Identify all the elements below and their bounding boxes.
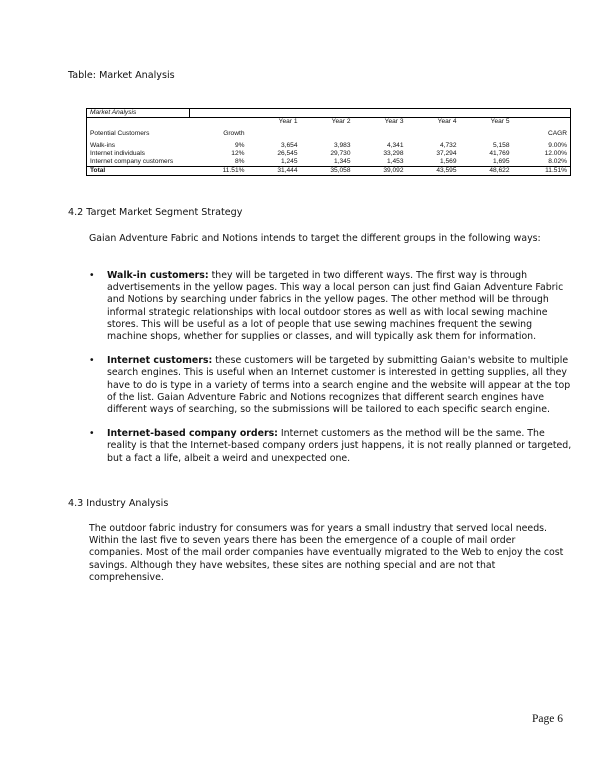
page-number: Page 6	[532, 713, 563, 725]
column-header: Growth	[223, 130, 245, 137]
year-header: Year 2	[331, 118, 351, 125]
bullet-icon: •	[89, 270, 95, 281]
bullet-icon: •	[89, 355, 95, 367]
table-total-row: Total 11.51% 31,444 35,058 39,092 43,595 48,622 11.51%	[87, 167, 571, 176]
section-heading-4-3: 4.3 Industry Analysis	[68, 498, 169, 509]
industry-analysis-text: The outdoor fabric industry for consumers was for years a small industry that served local needs. Within the last five to seven years there has been the emergence of a couple of mail order companies. Most of the mail order companies have eventually migrated to the Web to enjoy the cost savings. Although they have websites, these sites are nothing special and are not that comprehensive.	[89, 523, 564, 583]
table-row: Walk-ins 9% 3,654 3,983 4,341 4,732 5,158 9.00%	[90, 142, 567, 149]
target-strategy-list	[89, 270, 573, 477]
year-header: Year 1	[278, 118, 298, 125]
list-item: • Internet-based company orders: Internet customers as the method will be the same. The reality is that the Internet-based company orders just happens, it is not really planned or targeted, but a fact a life, albeit a weird and unexpected one.	[89, 428, 572, 464]
table-title: Market Analysis	[87, 109, 190, 118]
list-item: • Internet customers: these customers will be targeted by submitting Gaian's website to multiple search engines. This is useful when an Internet customer is interested in getting supplies, all they have to do is type in a variety of terms into a search engine and the website will appear at the top of the list. Gaian Adventure Fabric and Notions recognizes that different search engines have different ways of searching, so the submissions will be tailored to each specific search engine.	[89, 355, 571, 416]
table-column-header-row	[87, 130, 571, 138]
table-title-row	[87, 109, 571, 118]
table-row: Internet individuals 12% 26,545 29,730 33,298 37,294 41,769 12.00%	[90, 150, 567, 157]
list-item: • Walk-in customers: they will be targeted in two different ways. The first way is through advertisements in the yellow pages. This way a local person can just find Gaian Adventure Fabric and Notions by searching under fabrics in the yellow pages. The other method will be through informal strategic relationships with local outdoor stores as well as with local sewing machine stores. This will be useful as a lot of people that use sewing machines frequent the sewing machine shops, whether for supplies or classes, and will typically ask them for information.	[89, 270, 564, 343]
market-analysis-table	[86, 108, 571, 176]
section-intro: Gaian Adventure Fabric and Notions intends to target the different groups in the following ways:	[89, 233, 541, 244]
year-header: Year 3	[384, 118, 404, 125]
year-header: Year 5	[490, 118, 510, 125]
column-header: CAGR	[547, 130, 567, 137]
section-heading-4-2: 4.2 Target Market Segment Strategy	[68, 207, 243, 218]
column-header: Potential Customers	[90, 130, 150, 137]
table-row: Internet company customers 8% 1,245 1,345 1,453 1,569 1,695 8.02%	[90, 158, 567, 165]
table-year-row	[87, 118, 571, 127]
year-header: Year 4	[437, 118, 457, 125]
bullet-icon: •	[89, 428, 95, 440]
table-caption: Table: Market Analysis	[68, 70, 175, 81]
